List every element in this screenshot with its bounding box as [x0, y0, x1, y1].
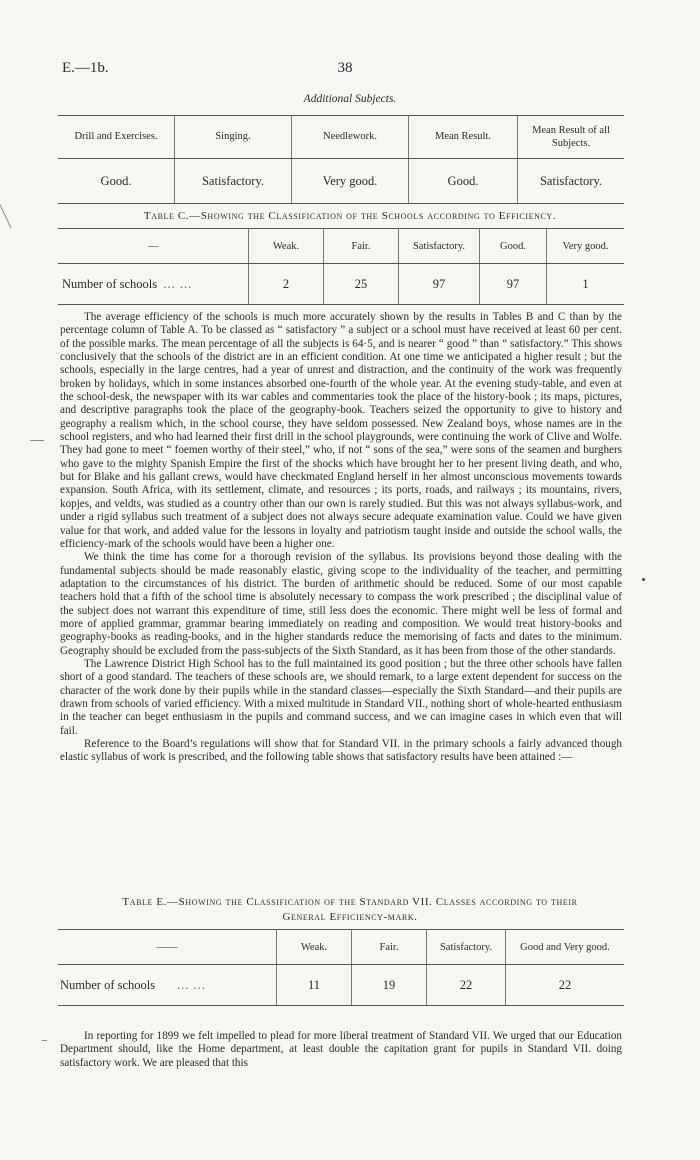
scan-mark: [642, 578, 645, 581]
table-cell: Satisfactory.: [518, 159, 625, 204]
table-e-caption-line1: Table E.—Showing the Classification of the Standard VII. Classes according to their: [122, 896, 578, 908]
table-cell: Very good.: [292, 159, 409, 204]
paragraph: The Lawrence District High School has to the full maintained its good position ; but the three other schools have fallen short of a good standard. The teachers of these schools are, we should remark, to a large extent dependent for success on the character of the work done by their pupils while in the standard classes—especially the Sixth Standard—and their pupils are drawn from schools of varied efficiency. With a mixed multitude in Standard VII., nothing short of whole-hearted enthusiasm in the teacher can beget enthusiasm in the pupils and command success, and we can imagine cases in which even that will fail.: [60, 657, 622, 737]
table-cell: Satisfactory.: [175, 159, 292, 204]
column-header: Mean Result.: [409, 116, 518, 159]
column-header: Good and Very good.: [506, 930, 625, 965]
leader-dots: ... ...: [163, 276, 193, 291]
document-reference: E.—1b.: [62, 60, 109, 76]
table-cell: 22: [427, 965, 506, 1006]
table-cell: 25: [324, 264, 399, 305]
table-cell: 2: [249, 264, 324, 305]
row-label-text: Number of schools: [62, 276, 158, 291]
paragraph: We think the time has come for a thorough revision of the syllabus. Its provisions beyond those dealing with the fundamental subjects should be made reasonably elastic, giving scope to the individuality of the teacher, and permitting adaptation to the circumstances of his district. The burden of arithmetic should be reduced. Some of our most capable teachers hold that a fifth of the school time is absolutely necessary to compass the work prescribed ; the disciplinal value of the subject does not warrant this expenditure of time, still less does the economic. There might well be less of formal and more of applied grammar, grammar bearing immediately on reading and composition. We would treat history-books and geography-books as reading-books, and in the higher standards reduce the memorising of facts and dates to the minimum. Geography should be excluded from the pass-subjects of the Sixth Standard, as it has been from those of the other standards.: [60, 551, 622, 657]
table-header-row: [58, 116, 624, 159]
scan-mark: [42, 1040, 47, 1041]
additional-subjects-table: [58, 115, 624, 204]
column-header: Fair.: [324, 229, 399, 264]
leader-dots: ... ...: [177, 977, 206, 992]
column-header: Mean Result of all Subjects.: [518, 116, 625, 159]
column-header: Weak.: [249, 229, 324, 264]
table-cell: Good.: [409, 159, 518, 204]
table-cell: Good.: [58, 159, 175, 204]
table-e: [58, 929, 624, 1006]
table-cell: 97: [399, 264, 480, 305]
scan-mark: [30, 440, 44, 441]
column-header: Very good.: [547, 229, 625, 264]
column-header: Needlework.: [292, 116, 409, 159]
paragraph: Reference to the Board’s regulations will show that for Standard VII. in the primary schools a fairly advanced though elastic syllabus of work is prescribed, and the following table shows that satisfactory results have been attained :—: [60, 738, 622, 764]
table-row: [58, 264, 624, 305]
table-cell: 22: [506, 965, 625, 1006]
column-header: Satisfactory.: [427, 930, 506, 965]
closing-paragraph-block: [60, 1030, 622, 1070]
paragraph: In reporting for 1899 we felt impelled to plead for more liberal treatment of Standard VII. We urged that our Education Department should, like the Home department, at least double the capitation grant for pupils in Standard VII. doing satisfactory work. We are pleased that this: [60, 1030, 622, 1069]
paragraph: The average efficiency of the schools is much more accurately shown by the results in Tables B and C than by the percentage column of Table A. To be classed as “ satisfactory ” a subject or a school must have received at least 60 per cent. of the possible marks. The mean percentage of all the subjects is 64·5, and is nearer “ good ” than “ satisfactory.” This shows conclusively that the schools of the district are in an efficient condition. At one time we anticipated a higher result ; but the schools, especially in the large centres, had a year of unrest and distraction, and the continuity of the work was frequently broken by holidays, which in some instances absorbed one-fourth of the whole year. At the evening study-table, and even at the school-desk, the newspaper with its war cables and commentaries took the place of the history-book ; its maps, pictures, and descriptive paragraphs took the place of the geography-book. Teachers seized the opportunity to give to history and geography a realism which, in the school course, they have seldom possessed. New Zealand boys, whose names are in the school registers, and who had learned their first drill in the school playgrounds, were continuing the work of Clive and Wolfe. They had gone to meet “ foemen worthy of their steel,” who, if not “ sons of the sea,” were sons of the seamen and burghers who gave to the mighty Spanish Empire the first of the shocks which have brought her to her present living death, and who, but for Blake and his gallant crews, would have checkmated England herself in her almost unconscious movements towards expansion. South Africa, with its settlement, climate, and resources ; its ports, roads, and railways ; its mountains, rivers, kopjes, and veldts, was studied as a country other than our own is rarely studied. But this was not always syllabus-work, and under a rigid syllabus such treatment of a subject does not always secure adequate examination value. Could we have given value for that work, and added value for the lessons in loyalty and patriotism taught inside and outside the school walls, the efficiency-mark of the schools would have been a higher one.: [60, 311, 622, 550]
column-header: Fair.: [352, 930, 427, 965]
table-cell: 1: [547, 264, 625, 305]
table-c: [58, 228, 624, 305]
additional-subjects-caption: Additional Subjects.: [303, 93, 397, 105]
table-cell: 11: [277, 965, 352, 1006]
report-body: [60, 311, 622, 765]
table-header-row: [58, 229, 624, 264]
table-row: [58, 965, 624, 1006]
table-cell: 97: [480, 264, 547, 305]
row-label: [58, 965, 277, 1006]
row-label-text: Number of schools: [60, 977, 156, 992]
column-header: ——: [58, 930, 277, 965]
column-header: Good.: [480, 229, 547, 264]
column-header: Weak.: [277, 930, 352, 965]
table-header-row: [58, 930, 624, 965]
table-cell: 19: [352, 965, 427, 1006]
column-header: —: [58, 229, 249, 264]
row-label: [58, 264, 249, 305]
column-header: Satisfactory.: [399, 229, 480, 264]
table-c-caption: Table C.—Showing the Classification of the Schools according to Efficiency.: [143, 210, 557, 222]
page-number: 38: [337, 60, 353, 76]
table-row: [58, 159, 624, 204]
column-header: Drill and Exercises.: [58, 116, 175, 159]
table-e-caption-line2: General Efficiency-mark.: [282, 911, 418, 923]
column-header: Singing.: [175, 116, 292, 159]
